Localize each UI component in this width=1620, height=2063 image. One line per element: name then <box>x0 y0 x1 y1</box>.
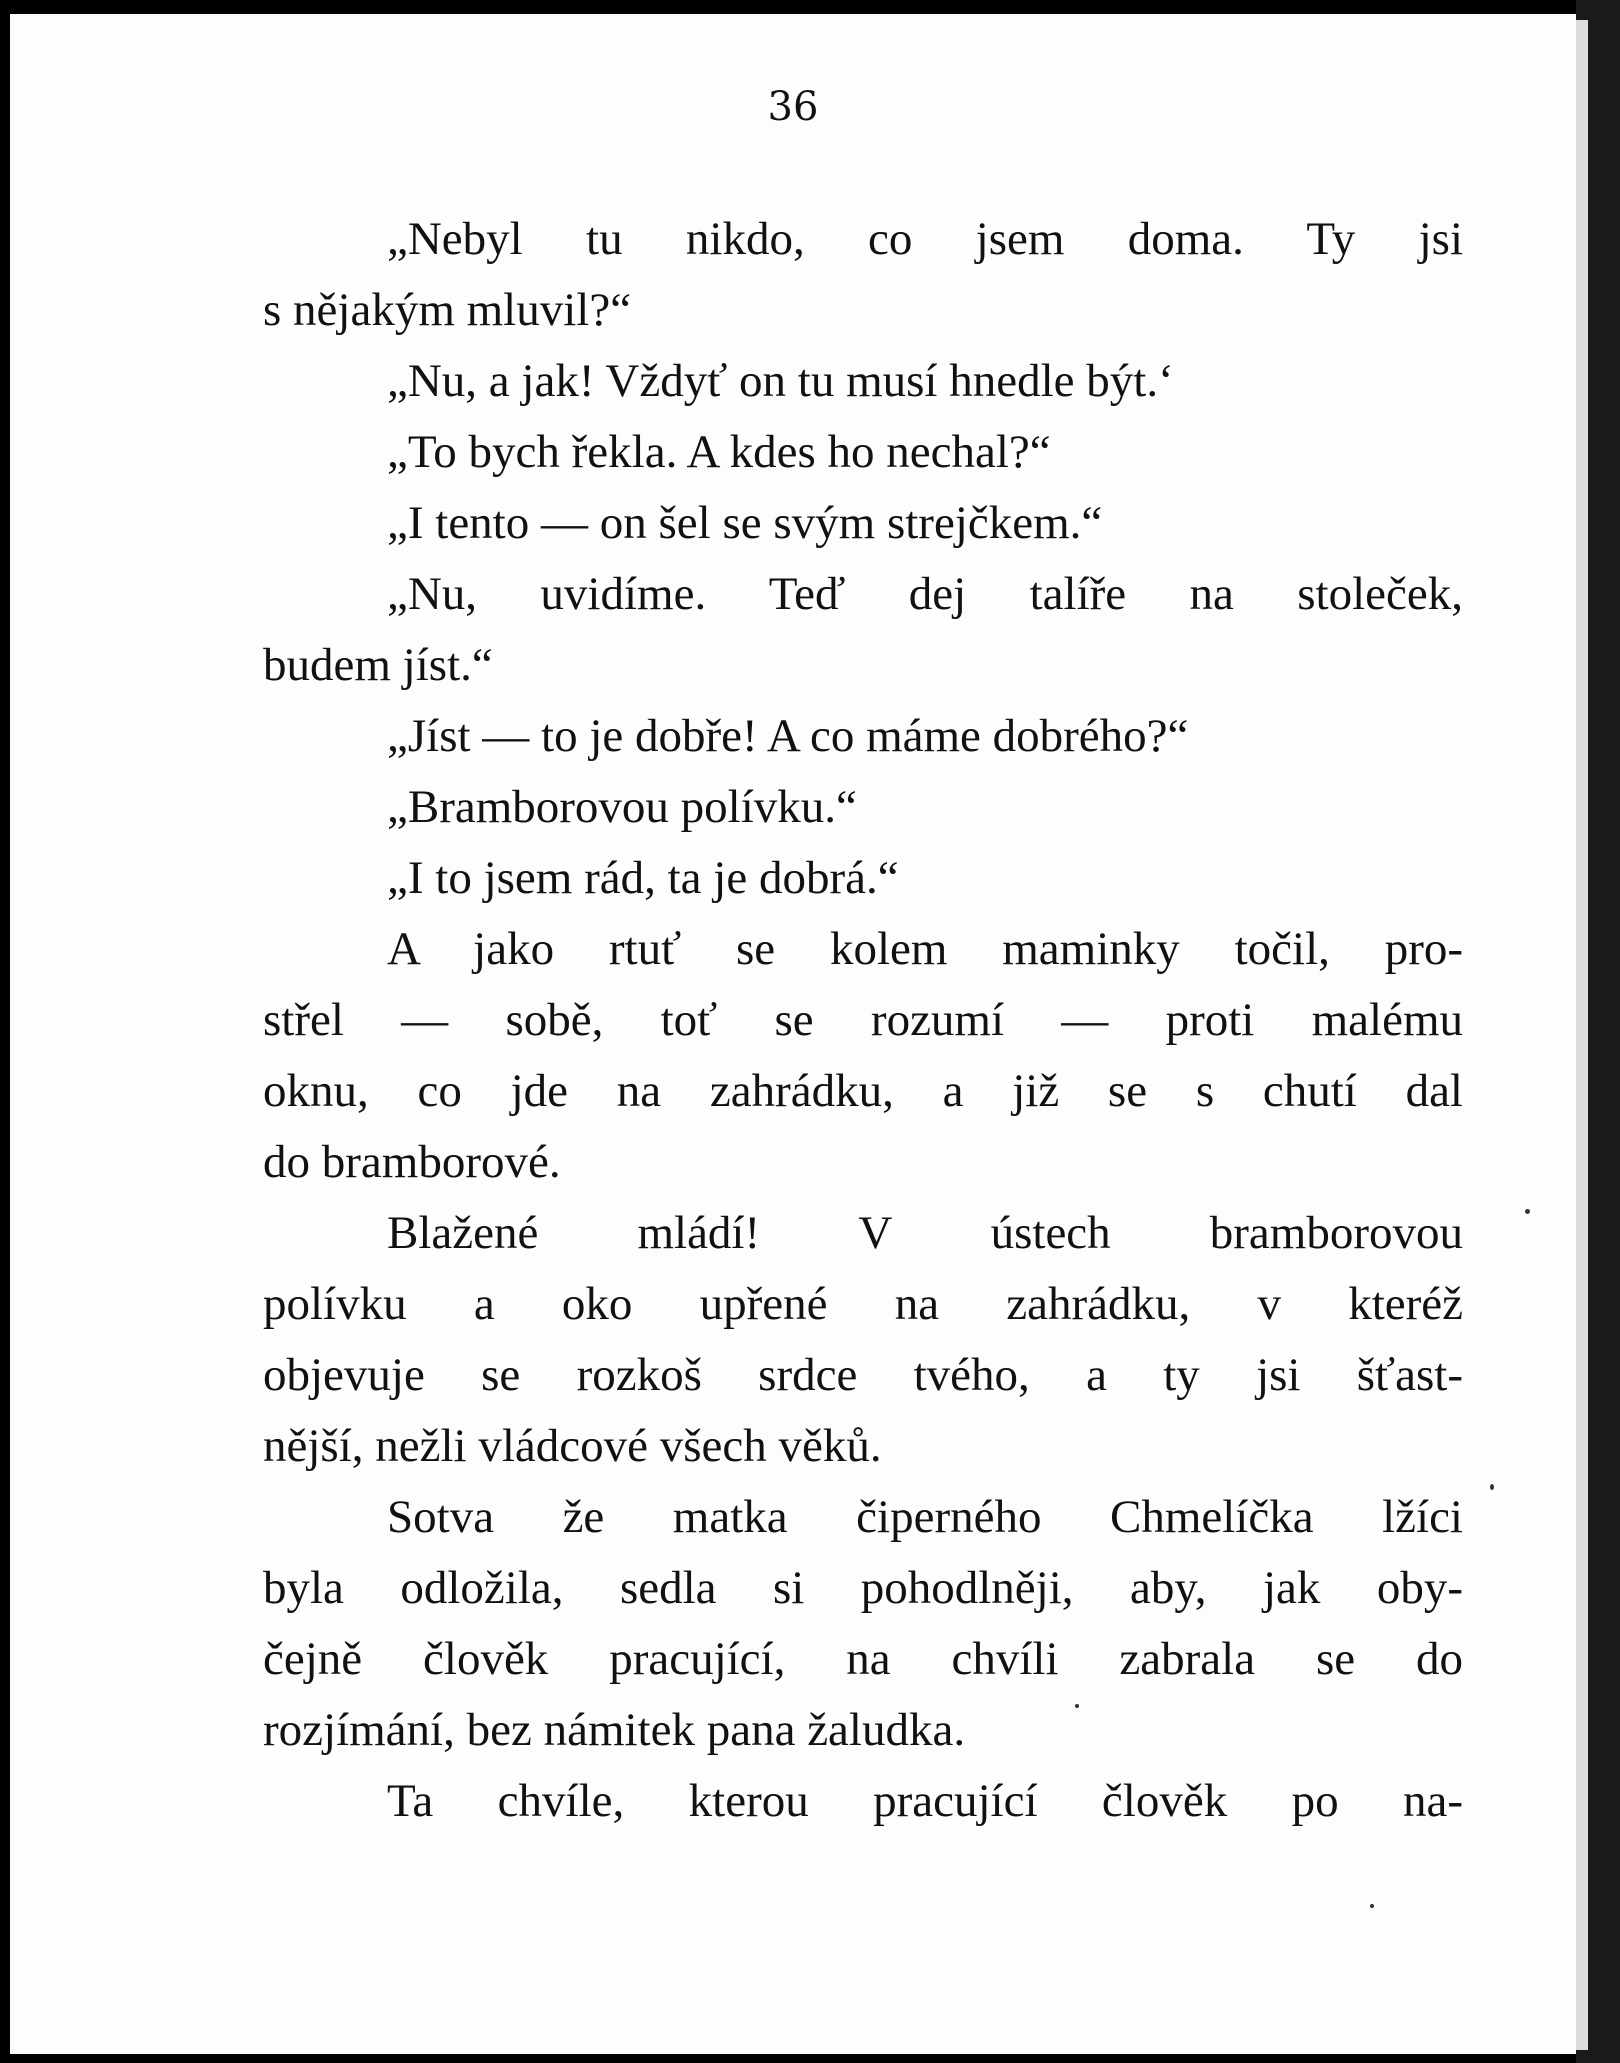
text-line: Sotva že matka čiperného Chmelíčka lžíci <box>387 1491 1463 1543</box>
text-line: budem jíst.“ <box>263 639 493 691</box>
text-line: Ta chvíle, kterou pracující člověk po na- <box>387 1775 1463 1827</box>
text-line: „Nu, uvidíme. Teď dej talíře na stoleček, <box>387 568 1463 620</box>
scan-speck <box>1075 1704 1079 1708</box>
text-line: objevuje se rozkoš srdce tvého, a ty jsi šťast- <box>263 1349 1463 1401</box>
text-line: „To bych řekla. A kdes ho nechal?“ <box>387 426 1051 478</box>
text-line: nější, nežli vládcové všech věků. <box>263 1420 882 1472</box>
text-line: „Jíst — to je dobře! A co máme dobrého?“ <box>387 710 1189 762</box>
text-line: „Bramborovou polívku.“ <box>387 781 857 833</box>
text-line: do bramborové. <box>263 1136 561 1188</box>
page-number: 36 <box>767 84 819 130</box>
scan-speck <box>1370 1904 1374 1908</box>
text-line: čejně člověk pracující, na chvíli zabrala se do <box>263 1633 1463 1685</box>
text-line: oknu, co jde na zahrádku, a již se s chutí dal <box>263 1065 1463 1117</box>
text-line: „Nebyl tu nikdo, co jsem doma. Ty jsi <box>387 213 1463 265</box>
text-line: byla odložila, sedla si pohodlněji, aby, jak oby- <box>263 1562 1463 1614</box>
text-line: „Nu, a jak! Vždyť on tu musí hnedle být.‘ <box>387 355 1174 407</box>
body-text <box>263 204 1463 1837</box>
text-line: s nějakým mluvil?“ <box>263 284 632 336</box>
text-line: A jako rtuť se kolem maminky točil, pro- <box>387 923 1463 975</box>
book-page <box>10 14 1576 2054</box>
scan-speck <box>1525 1209 1530 1214</box>
text-line: rozjímání, bez námitek pana žaludka. <box>263 1704 966 1756</box>
text-line: polívku a oko upřené na zahrádku, v kteréž <box>263 1278 1463 1330</box>
scan-speck <box>1490 1484 1494 1490</box>
text-line: střel — sobě, toť se rozumí — proti malému <box>263 994 1463 1046</box>
text-line: „I to jsem rád, ta je dobrá.“ <box>387 852 899 904</box>
text-line: Blažené mládí! V ústech bramborovou <box>387 1207 1463 1259</box>
page-spine-inner <box>1576 20 1588 2050</box>
text-line: „I tento — on šel se svým strejčkem.“ <box>387 497 1103 549</box>
